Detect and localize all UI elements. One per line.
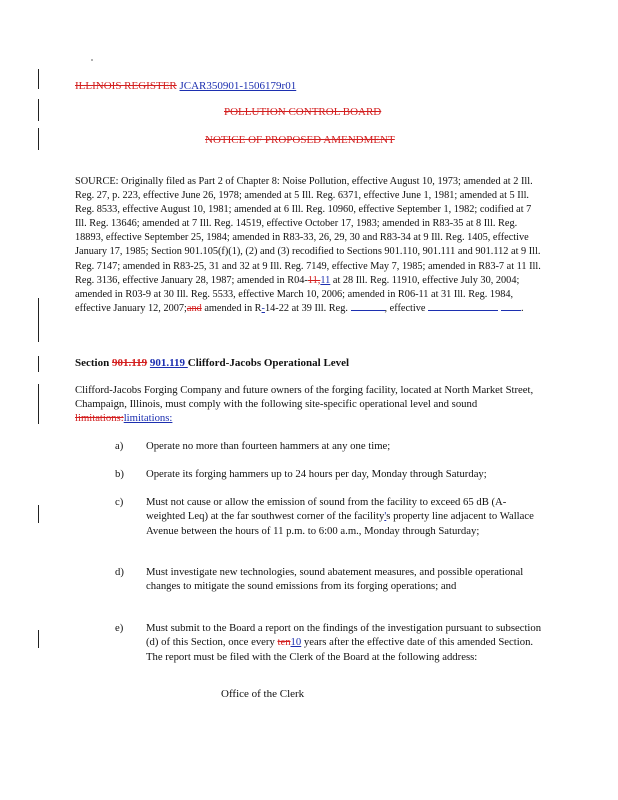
item-text: Must not cause or allow the emission of sound from the facility to exceed 65 dB (A-weighted Leq) at the far southwest corner of the facility's property line adjacent to Wallace Avenue between the hours of 11 p.m. to 6:00 a.m., Monday through Saturday; xyxy=(146,496,534,537)
blank-field xyxy=(428,310,498,311)
office-address-line: Office of the Clerk xyxy=(221,688,305,700)
inserted-text: 11 xyxy=(320,274,331,286)
intro-paragraph: Clifford-Jacobs Forging Company and future owners of the forging facility, located at North Market Street, Champaign, Illinois, must comply with the following site-specific operational level and sound limitations:limitations: xyxy=(75,384,534,425)
struck-text: ten xyxy=(277,636,291,649)
inserted-text: ' xyxy=(384,510,387,523)
item-label: a) xyxy=(115,440,124,452)
speck xyxy=(91,59,93,61)
jcar-code: JCAR350901-1506179r01 xyxy=(179,80,297,92)
change-bar xyxy=(38,69,39,89)
item-label: c) xyxy=(115,496,124,508)
change-bar xyxy=(38,384,39,424)
item-text: Operate no more than fourteen hammers at any one time; xyxy=(146,440,391,452)
change-bar xyxy=(38,630,39,648)
item-label: d) xyxy=(115,566,124,578)
blank-field xyxy=(351,310,385,311)
change-bar xyxy=(38,298,39,342)
item-text: Must submit to the Board a report on the findings of the investigation pursuant to subsection (d) of this Section, once every ten10 years after the effective date of this amended Section. The report must be filed with the Clerk of the Board at the following address: xyxy=(146,622,542,663)
notice-title: NOTICE OF PROPOSED AMENDMENT xyxy=(205,134,395,146)
inserted-text: limitations: xyxy=(123,412,173,425)
section-number-struck: 901.119 xyxy=(111,357,148,369)
change-bar xyxy=(38,356,39,372)
register-struck: ILLINOIS REGISTER xyxy=(75,80,177,92)
source-note: SOURCE: Originally filed as Part 2 of Chapter 8: Noise Pollution, effective August 10, 1973; amended at 2 Ill. Reg. 27, p. 223, effective June 26, 1978; amended at 5 Ill. Reg. 6371, effective June 1, 1981; amended at 5 Ill. Reg. 8533, effective August 10, 1981; amended at 6 Ill. Reg. 10960, effective September 1, 1982; codified at 7 Ill. Reg. 13646; amended at 7 Ill. Reg. 14519, effective October 17, 1983; amended in R83-35 at 8 Ill. Reg. 18893, effective September 25, 1984; amended in R83-33, 26, 29, 30 and R83-34 at 9 Ill. Reg. 1405, effective January 17, 1985; Section 901.105(f)(1), (2) and (3) recodified to Sections 901.110, 901.111 and 901.112 at 9 Ill. Reg. 7147; amended in R83-25, 31 and 32 at 9 Ill. Reg. 7149, effective May 7, 1985; amended in R83-7 at 11 Ill. Reg. 3136, effective January 28, 1987; amended in R04-11,11 at 28 Ill. Reg. 11910, effective July 30, 2004; amended in R03-9 at 30 Ill. Reg. 5533, effective March 10, 2006; amended in R06-11 at 31 Ill. Reg. 1984, effective January 12, 2007;and amended in R-14-22 at 39 Ill. Reg. , effective . xyxy=(75,176,541,314)
struck-text: 11, xyxy=(307,274,321,286)
register-header xyxy=(75,80,296,93)
change-bar xyxy=(38,99,39,121)
item-text: Must investigate new technologies, sound abatement measures, and possible operational changes to mitigate the sound emissions from its forging operations; and xyxy=(146,566,524,593)
item-text: Operate its forging hammers up to 24 hours per day, Monday through Saturday; xyxy=(146,468,487,480)
change-bar xyxy=(38,128,39,150)
section-heading: Section 901.119 901.119 Clifford-Jacobs Operational Level xyxy=(75,357,350,369)
inserted-text: 10 xyxy=(290,636,302,649)
board-name: POLLUTION CONTROL BOARD xyxy=(224,106,382,118)
item-label: e) xyxy=(115,622,124,634)
section-number-new: 901.119 xyxy=(149,357,188,369)
inserted-text: - xyxy=(261,302,265,314)
blank-field xyxy=(501,310,521,311)
struck-text: and xyxy=(186,302,202,314)
struck-text: limitations: xyxy=(75,412,124,425)
item-label: b) xyxy=(115,468,124,480)
change-bar xyxy=(38,505,39,523)
